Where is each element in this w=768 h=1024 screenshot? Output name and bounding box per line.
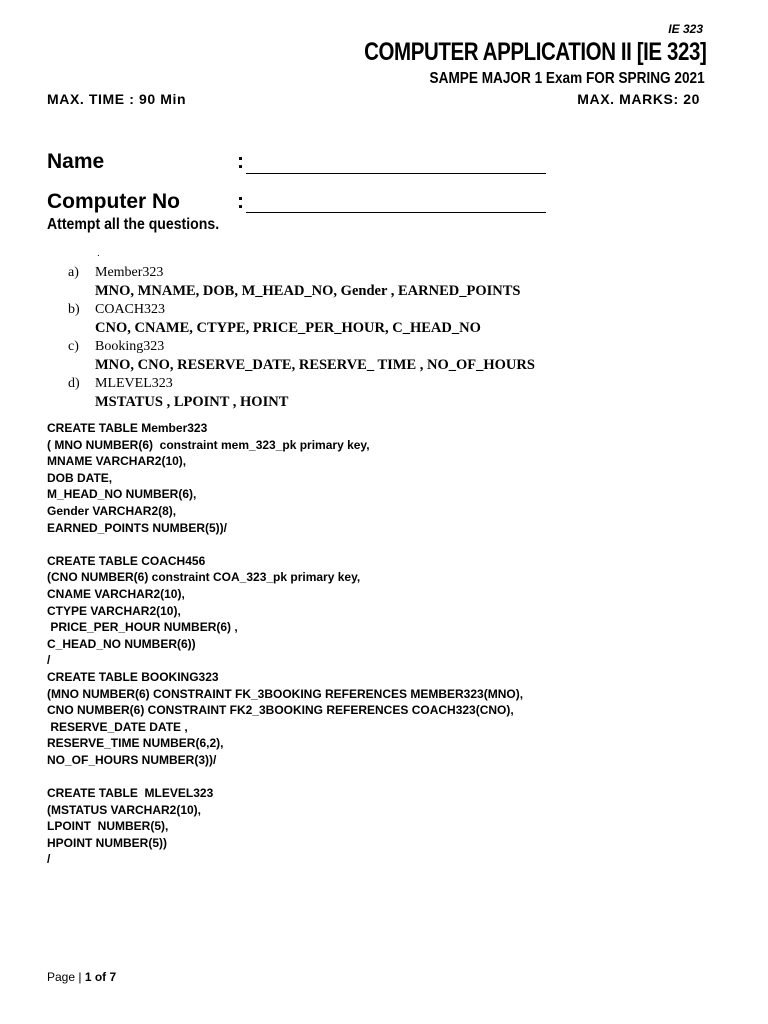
- table-columns: MSTATUS , LPOINT , HOINT: [95, 394, 289, 411]
- sql-line: (MNO NUMBER(6) CONSTRAINT FK_3BOOKING REFERENCES MEMBER323(MNO),: [47, 686, 524, 701]
- table-item: [68, 375, 535, 412]
- sql-line: MNAME VARCHAR2(10),: [47, 454, 187, 469]
- table-letter: c): [68, 339, 79, 355]
- table-columns: MNO, MNAME, DOB, M_HEAD_NO, Gender , EARNED_POINTS: [95, 283, 521, 300]
- page-label: Page |: [47, 970, 85, 984]
- sql-line: CREATE TABLE COACH456: [47, 553, 206, 568]
- name-colon: :: [237, 150, 244, 173]
- table-list: [68, 264, 535, 412]
- sql-line: M_HEAD_NO NUMBER(6),: [47, 487, 197, 502]
- name-field[interactable]: [246, 173, 546, 174]
- sql-line: CTYPE VARCHAR2(10),: [47, 603, 181, 618]
- sql-line: /: [47, 852, 51, 867]
- sql-line: EARNED_POINTS NUMBER(5))/: [47, 520, 228, 535]
- sql-line: RESERVE_TIME NUMBER(6,2),: [47, 736, 224, 751]
- table-letter: d): [68, 376, 80, 392]
- page-footer: [47, 970, 116, 984]
- sql-code-block: [47, 420, 523, 868]
- table-item: [68, 301, 535, 338]
- sql-line: HPOINT NUMBER(5)): [47, 835, 167, 850]
- table-item: [68, 338, 535, 375]
- name-label: Name: [47, 150, 105, 173]
- table-columns: MNO, CNO, RESERVE_DATE, RESERVE_ TIME , NO_OF_HOURS: [95, 357, 535, 374]
- sql-line: DOB DATE,: [47, 470, 113, 485]
- stray-dot: .: [97, 248, 100, 259]
- table-name: Member323: [95, 265, 164, 281]
- sql-line: [47, 536, 523, 553]
- sql-line: LPOINT NUMBER(5),: [47, 819, 169, 834]
- page-number: 1 of 7: [84, 970, 117, 984]
- sql-line: RESERVE_DATE DATE ,: [47, 719, 188, 734]
- sql-line: C_HEAD_NO NUMBER(6)): [47, 636, 196, 651]
- sql-line: CREATE TABLE BOOKING323: [47, 669, 219, 684]
- sql-line: PRICE_PER_HOUR NUMBER(6) ,: [47, 620, 238, 635]
- instructions: Attempt all the questions.: [47, 216, 220, 233]
- table-name: Booking323: [95, 339, 165, 355]
- table-letter: a): [68, 265, 79, 281]
- sql-line: CREATE TABLE Member323: [47, 421, 208, 435]
- table-name: COACH323: [95, 302, 166, 318]
- computer-no-field[interactable]: [246, 212, 546, 213]
- table-item: [68, 264, 535, 301]
- max-marks: MAX. MARKS: 20: [577, 91, 700, 107]
- table-letter: b): [68, 302, 80, 318]
- max-time: MAX. TIME : 90 Min: [47, 91, 187, 107]
- sql-line: Gender VARCHAR2(8),: [47, 503, 177, 518]
- sql-line: ( MNO NUMBER(6) constraint mem_323_pk primary key,: [47, 437, 370, 452]
- exam-title: COMPUTER APPLICATION II [IE 323]: [363, 38, 706, 66]
- sql-line: CREATE TABLE MLEVEL323: [47, 786, 214, 801]
- computer-no-colon: :: [237, 190, 244, 213]
- computer-no-label: Computer No: [47, 190, 180, 213]
- course-code: IE 323: [668, 22, 703, 36]
- sql-line: NO_OF_HOURS NUMBER(3))/: [47, 752, 217, 767]
- sql-line: CNO NUMBER(6) CONSTRAINT FK2_3BOOKING REFERENCES COACH323(CNO),: [47, 703, 514, 718]
- exam-subtitle: SAMPE MAJOR 1 Exam FOR SPRING 2021: [429, 70, 705, 87]
- sql-line: CNAME VARCHAR2(10),: [47, 586, 185, 601]
- table-name: MLEVEL323: [95, 376, 173, 392]
- sql-line: (CNO NUMBER(6) constraint COA_323_pk primary key,: [47, 570, 361, 585]
- table-columns: CNO, CNAME, CTYPE, PRICE_PER_HOUR, C_HEAD_NO: [95, 320, 481, 337]
- sql-line: [47, 768, 523, 785]
- sql-line: /: [47, 653, 51, 668]
- sql-line: (MSTATUS VARCHAR2(10),: [47, 802, 202, 817]
